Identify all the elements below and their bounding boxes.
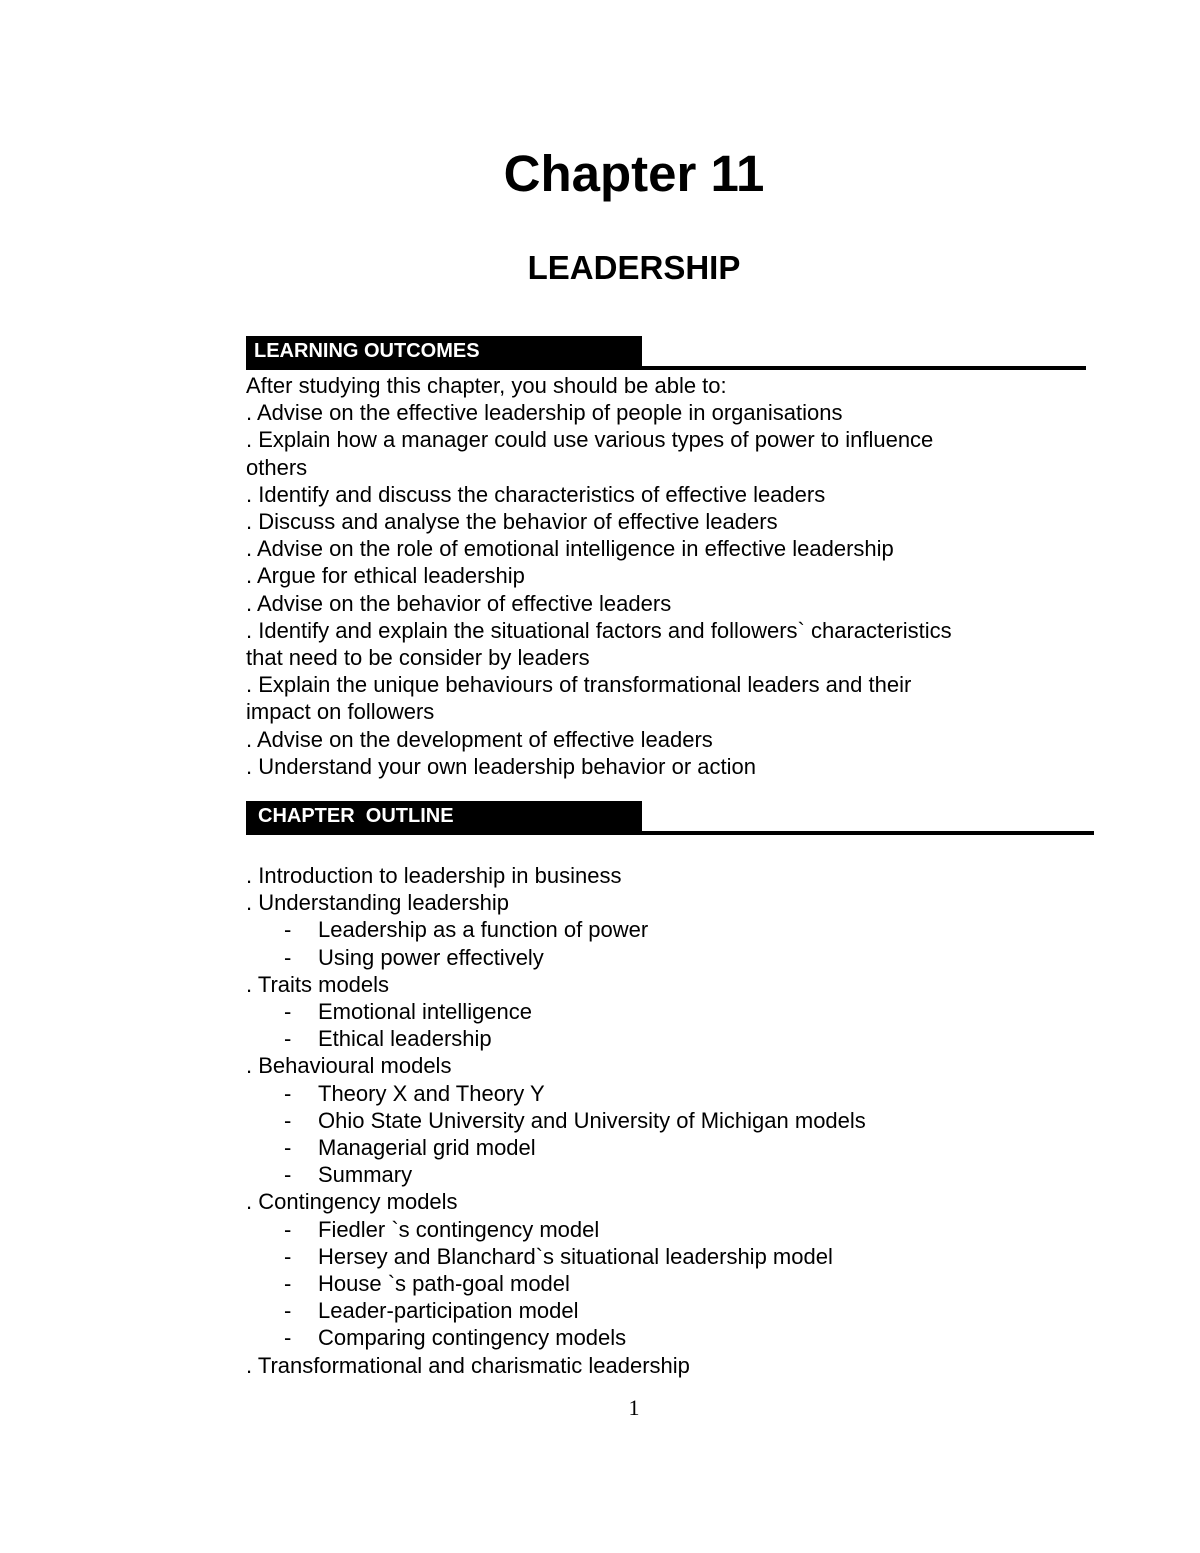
learning-outcomes-rule bbox=[246, 366, 1086, 370]
learning-outcomes-list bbox=[246, 372, 1046, 780]
list-item: . Advise on the development of effective leaders bbox=[246, 726, 713, 752]
outline-subitem bbox=[246, 1324, 1046, 1351]
list-item: that need to be consider by leaders bbox=[246, 645, 590, 671]
dash-marker: - bbox=[284, 1026, 292, 1052]
outline-subitem-text: Leadership as a function of power bbox=[318, 917, 649, 943]
list-item: . Advise on the effective leadership of people in organisations bbox=[246, 400, 843, 426]
chapter-outline-list bbox=[246, 862, 1046, 1379]
dash-marker: - bbox=[284, 1135, 292, 1161]
dash-marker: - bbox=[284, 1243, 292, 1269]
outline-subitem-text: Hersey and Blanchard`s situational leadership model bbox=[318, 1243, 833, 1269]
outline-subitem-text: Emotional intelligence bbox=[318, 999, 533, 1025]
outline-subitem-text: Ethical leadership bbox=[318, 1026, 492, 1052]
outline-subitem-text: Using power effectively bbox=[318, 944, 544, 970]
dash-marker: - bbox=[284, 944, 292, 970]
outline-subitem-text: House `s path-goal model bbox=[318, 1271, 570, 1297]
list-item: others bbox=[246, 454, 308, 480]
outline-subitem-text: Comparing contingency models bbox=[318, 1325, 627, 1351]
outline-subitem bbox=[246, 1161, 1046, 1188]
dash-marker: - bbox=[284, 1080, 292, 1106]
list-item: . Explain the unique behaviours of transformational leaders and their bbox=[246, 672, 912, 698]
outline-subitem bbox=[246, 1107, 1046, 1134]
list-item: . Discuss and analyse the behavior of effective leaders bbox=[246, 509, 778, 535]
list-item: . Advise on the behavior of effective leaders bbox=[246, 590, 672, 616]
outline-subitem bbox=[246, 916, 1046, 943]
outline-subitem bbox=[246, 1080, 1046, 1107]
list-item: . Argue for ethical leadership bbox=[246, 563, 525, 589]
dash-marker: - bbox=[284, 1162, 292, 1188]
outline-subitem bbox=[246, 998, 1046, 1025]
list-item: . Advise on the role of emotional intelligence in effective leadership bbox=[246, 536, 894, 562]
dash-marker: - bbox=[284, 1216, 292, 1242]
dash-marker: - bbox=[284, 1107, 292, 1133]
outline-item: . Traits models bbox=[246, 971, 390, 997]
outline-subitem-text: Leader-participation model bbox=[318, 1298, 579, 1324]
outline-subitem bbox=[246, 1270, 1046, 1297]
outline-item: . Contingency models bbox=[246, 1189, 458, 1215]
dash-marker: - bbox=[284, 917, 292, 943]
outline-item: . Behavioural models bbox=[246, 1053, 452, 1079]
list-item: impact on followers bbox=[246, 699, 435, 725]
outline-item: . Introduction to leadership in business bbox=[246, 863, 622, 888]
chapter-title: Chapter 11 bbox=[503, 145, 765, 202]
outline-subitem-text: Fiedler `s contingency model bbox=[318, 1216, 600, 1242]
dash-marker: - bbox=[284, 1271, 292, 1297]
outline-subitem bbox=[246, 944, 1046, 971]
list-item: . Explain how a manager could use various types of power to influence bbox=[246, 427, 934, 453]
outline-subitem-text: Summary bbox=[318, 1162, 413, 1188]
list-item: After studying this chapter, you should be able to: bbox=[246, 373, 727, 398]
outline-subitem-text: Managerial grid model bbox=[318, 1135, 536, 1161]
list-item: . Identify and discuss the characteristics of effective leaders bbox=[246, 481, 826, 507]
outline-subitem bbox=[246, 1134, 1046, 1161]
chapter-outline-label: CHAPTER OUTLINE bbox=[246, 801, 642, 834]
dash-marker: - bbox=[284, 999, 292, 1025]
dash-marker: - bbox=[284, 1325, 292, 1351]
outline-subitem bbox=[246, 1025, 1046, 1052]
outline-subitem bbox=[246, 1297, 1046, 1324]
outline-item: . Understanding leadership bbox=[246, 890, 509, 916]
outline-item: . Transformational and charismatic leadership bbox=[246, 1352, 690, 1378]
outline-subitem-text: Theory X and Theory Y bbox=[318, 1080, 545, 1106]
list-item: . Understand your own leadership behavior or action bbox=[246, 753, 756, 779]
learning-outcomes-label: LEARNING OUTCOMES bbox=[246, 336, 642, 369]
page-number: 1 bbox=[628, 1395, 640, 1420]
chapter-outline-rule bbox=[246, 831, 1094, 835]
outline-subitem bbox=[246, 1243, 1046, 1270]
outline-subitem bbox=[246, 1216, 1046, 1243]
list-item: . Identify and explain the situational factors and followers` characteristics bbox=[246, 617, 952, 643]
dash-marker: - bbox=[284, 1298, 292, 1324]
outline-subitem-text: Ohio State University and University of Michigan models bbox=[318, 1107, 866, 1133]
chapter-subtitle: LEADERSHIP bbox=[527, 249, 741, 286]
